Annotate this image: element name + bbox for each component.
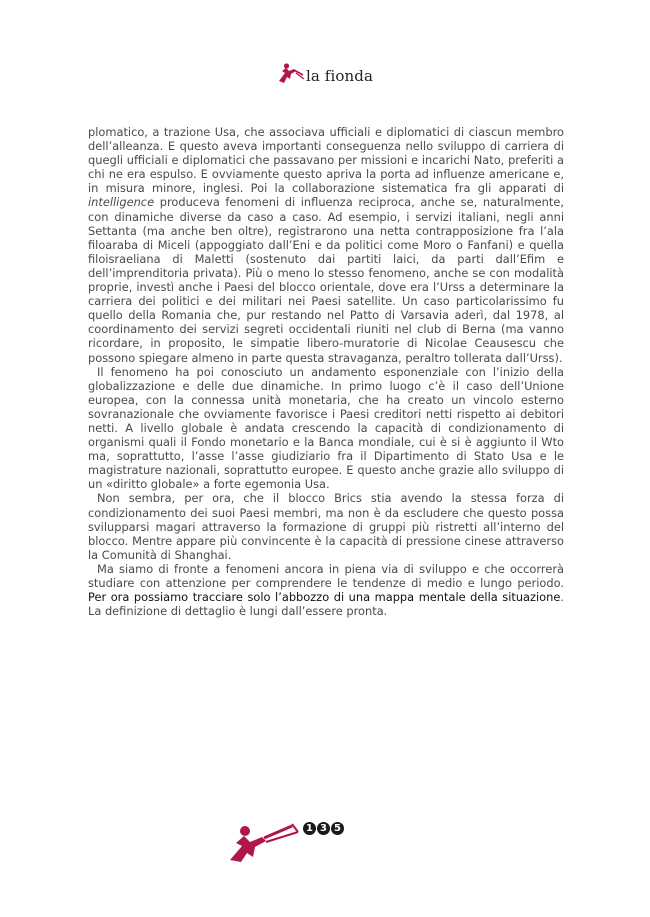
slingshot-figure-icon [228,820,300,862]
italic-term: intelligence [88,195,155,210]
paragraph-1-text-b: produceva fenomeni di influenza reciproca, anche se, naturalmente, con dinamiche diverse da caso a caso. Ad esempio, i servizi italiani, negli anni Settanta (ma anche ben oltre), registrarono una netta contrapposizione fra l’ala filoaraba di Miceli (appoggiato dall’Eni e da politici come Moro o Fanfani) e quella filoisraeliana di Maletti (sostenuto dai partiti laici, da parti dall’Efim e dell’imprenditoria privata). Più o meno lo stesso fenomeno, anche se con modalità proprie, investì anche i Paesi del blocco orientale, dove era l’Urss a determinare la carriera dei politici e dei militari nei Paesi satellite. Un caso particolarissimo fu quello della Romania che, pur restando nel Patto di Varsavia aderì, dal 1978, al coordinamento dei servizi segreti occidentali riuniti nel club di Berna (ma vanno ricordare, in proposito, le simpatie libero-muratorie di Nicolae Ceausescu che possono spiegare almeno in parte questa stravaganza, peraltro tollerata dall’Urss). [88,195,564,365]
paragraph-4-text-b: . La definizione di dettaglio è lungi dall’essere pronta. [88,590,564,619]
page-header [0,62,650,84]
highlighted-sentence: Per ora possiamo tracciare solo l’abbozzo di una mappa mentale della situazione [88,590,561,605]
paragraph-1-text-a: plomatico, a trazione Usa, che associava ufficiali e diplomatici di ciascun membro dell’alleanza. E questo aveva importanti conseguenza nello sviluppo di carriera di quegli ufficiali e diplomatici che passavano per missioni e incarichi Nato, preferiti a chi ne era espulso. E ovviamente questo apriva la porta ad influenze americane e, in misura minore, inglesi. Poi la collaborazione sistematica fra gli apparati di [88,125,564,196]
article-body [88,125,564,618]
page-digit: 3 [317,822,330,835]
brand-name: la fionda [306,67,373,85]
paragraph-2: Il fenomeno ha poi conosciuto un andamento esponenziale con l’inizio della globalizzazione e delle due dinamiche. In primo luogo c’è il caso dell’Unione europea, con la connessa unità monetaria, che ha creato un vincolo esterno sovranazionale che ovviamente favorisce i Paesi creditori netti rispetto ai debitori netti. A livello globale è andata crescendo la capacità di condizionamento di organismi quali il Fondo monetario e la Banca mondiale, cui è si è aggiunto il Wto ma, soprattutto, l’asse l’asse giudiziario fra il Dipartimento di Stato Usa e le magistrature nazionali, soprattutto europee. E questo anche grazie allo sviluppo di un «diritto globale» a forte egemonia Usa. [88,364,564,492]
page-digit: 5 [331,822,344,835]
page-footer [0,812,650,862]
page-number [303,822,344,835]
slingshot-figure-icon [277,62,305,84]
paragraph-4 [88,562,564,618]
paragraph-3: Non sembra, per ora, che il blocco Brics stia avendo la stessa forza di condizionamento dei suoi Paesi membri, ma non è da escludere che questo possa svilupparsi magari attraverso la formazione di gruppi più ristretti all’interno del blocco. Mentre appare più convincente è la capacità di pressione cinese attraverso la Comunità di Shanghai. [88,491,564,562]
paragraph-1 [88,125,564,365]
paragraph-4-text-a: Ma siamo di fronte a fenomeni ancora in piena via di sviluppo e che occorrerà studiare con attenzione per comprendere le tendenze di medio e lungo periodo. [88,561,564,590]
brand-logo [277,62,373,84]
page-digit: 1 [303,822,316,835]
